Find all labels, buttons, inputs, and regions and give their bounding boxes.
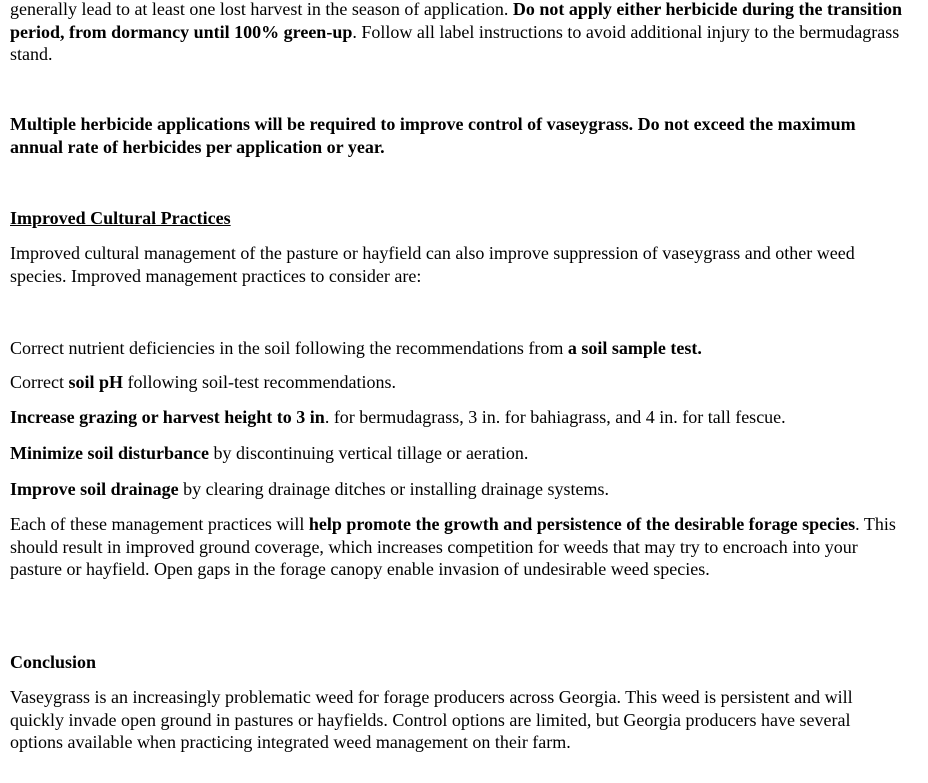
text-span: . for bermudagrass, 3 in. for bahiagrass, and 4 in. for tall fescue. <box>324 407 786 427</box>
text-span: generally lead to at least one lost harvest in the season of application. <box>10 0 513 19</box>
practice-item-soil-ph <box>10 371 905 394</box>
text-span: by clearing drainage ditches or installing drainage systems. <box>178 479 610 499</box>
bold-term: Improve soil drainage <box>10 479 179 499</box>
text-span: Improved cultural management of the pasture or hayfield can also improve suppression of vaseygrass and other weed species. Improved management practices to consider are: <box>10 243 855 286</box>
text-span: Correct <box>10 372 69 392</box>
text-span: following soil-test recommendations. <box>123 372 396 392</box>
heading-text: Improved Cultural Practices <box>10 208 231 228</box>
heading-conclusion <box>10 651 905 674</box>
paragraph-cultural-intro <box>10 242 905 287</box>
bold-term: soil pH <box>68 372 124 392</box>
bold-term: a soil sample test. <box>567 338 702 358</box>
practice-item-nutrients <box>10 337 905 360</box>
text-span: . Follow all label instructions to avoid additional injury to the bermudagrass stand. <box>10 21 900 64</box>
text-span: Each of these management practices will <box>10 514 309 534</box>
paragraph-multiple-applications <box>10 113 905 158</box>
paragraph-transition-warning <box>10 0 905 66</box>
paragraph-management-benefits <box>10 513 905 581</box>
heading-improved-cultural-practices <box>10 207 905 230</box>
bold-warning: Do not apply either herbicide during the transition period, from dormancy until 100% green-up <box>10 0 903 42</box>
text-span: by discontinuing vertical tillage or aeration. <box>209 443 529 463</box>
practice-item-disturbance <box>10 442 905 465</box>
paragraph-conclusion <box>10 686 905 754</box>
text-span: . This should result in improved ground coverage, which increases competition for weeds that may try to encroach into your pasture or hayfield. Open gaps in the forage canopy enable invasion of undesirable weed species. <box>10 514 896 579</box>
bold-note: Multiple herbicide applications will be required to improve control of vaseygrass. Do not exceed the maximum annual rate of herbicides per application or year. <box>10 114 856 157</box>
practice-item-height <box>10 406 905 429</box>
heading-text: Conclusion <box>10 652 97 672</box>
bold-term: Minimize soil disturbance <box>10 443 209 463</box>
bold-term: Increase grazing or harvest height to 3 in <box>10 407 325 427</box>
bold-benefit: help promote the growth and persistence of the desirable forage species <box>308 514 856 534</box>
text-span: Correct nutrient deficiencies in the soil following the recommendations from <box>10 338 568 358</box>
text-span: Vaseygrass is an increasingly problematic weed for forage producers across Georgia. This weed is persistent and will quickly invade open ground in pastures or hayfields. Control options are limited, but Georgia producers have several options available when practicing integrated weed management on their farm. <box>10 687 853 752</box>
practice-item-drainage <box>10 478 905 501</box>
